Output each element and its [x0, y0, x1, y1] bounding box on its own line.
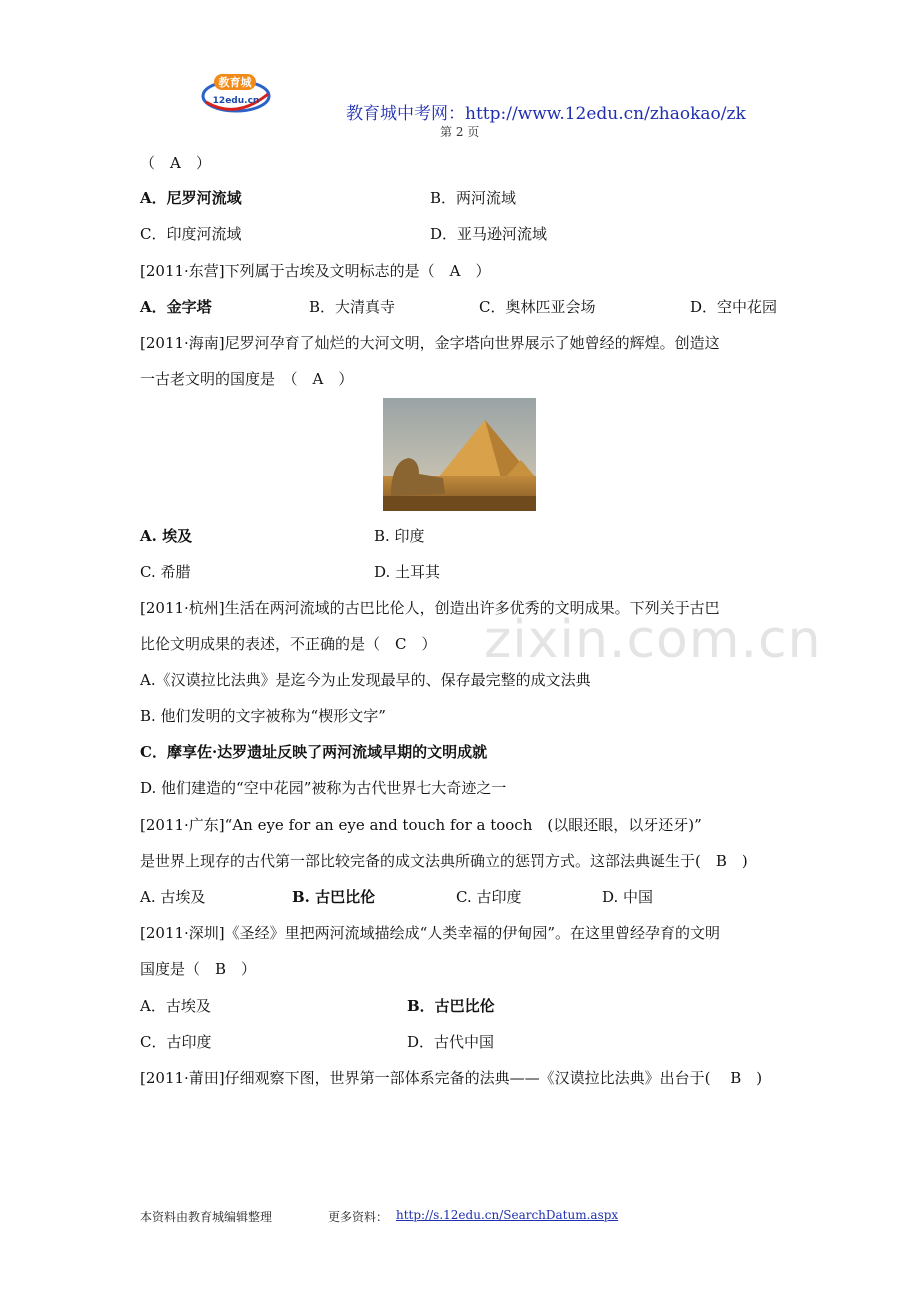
q3-stem-line2: 一古老文明的国度是 （ A ） — [140, 370, 354, 388]
q6-option-b: B．古巴比伦 — [407, 997, 495, 1015]
q3-stem-line1: [2011·海南]尼罗河孕育了灿烂的大河文明，金字塔向世界展示了她曾经的辉煌。创造这 — [140, 334, 720, 352]
q3-option-a: A. 埃及 — [140, 527, 193, 545]
q5-option-a: A. 古埃及 — [140, 888, 206, 906]
q6-option-a: A．古埃及 — [140, 997, 211, 1015]
q5-option-c: C. 古印度 — [456, 888, 522, 906]
q6-stem-line2: 国度是（ B ） — [140, 960, 257, 978]
logo-text-top: 教育城 — [218, 76, 252, 89]
q4-stem-line2: 比伦文明成果的表述，不正确的是（ C ） — [140, 635, 437, 653]
q5-option-b: B. 古巴比伦 — [292, 888, 376, 906]
footer-more-label: 更多资料： — [328, 1210, 389, 1224]
q4-option-c: C．摩享佐·达罗遗址反映了两河流域早期的文明成就 — [140, 743, 488, 761]
q1-option-a: A．尼罗河流域 — [140, 189, 242, 207]
q7-stem: [2011·莆田]仔细观察下图，世界第一部体系完备的法典——《汉谟拉比法典》出台于( B ) — [140, 1069, 763, 1087]
q1-option-b: B．两河流域 — [430, 189, 517, 207]
q5-option-d: D. 中国 — [602, 888, 654, 906]
q3-option-b: B. 印度 — [374, 527, 425, 545]
pyramid-sphinx-photo — [383, 398, 536, 511]
q4-option-a: A.《汉谟拉比法典》是迄今为止发现最早的、保存最完整的成文法典 — [140, 671, 591, 689]
q6-stem-line1: [2011·深圳]《圣经》里把两河流域描绘成“人类幸福的伊甸园”。在这里曾经孕育的文明 — [140, 924, 720, 942]
q1-option-d: D．亚马逊河流域 — [430, 225, 548, 243]
footer-more-link[interactable]: http://s.12edu.cn/SearchDatum.aspx — [396, 1208, 619, 1222]
q4-stem-line1: [2011·杭州]生活在两河流域的古巴比伦人，创造出许多优秀的文明成果。下列关于古巴 — [140, 599, 720, 617]
q6-option-d: D．古代中国 — [407, 1033, 495, 1051]
q2-option-a: A．金字塔 — [140, 298, 212, 316]
q1-option-c: C．印度河流域 — [140, 225, 242, 243]
q4-option-b: B. 他们发明的文字被称为“楔形文字” — [140, 707, 386, 725]
q2-option-c: C．奥林匹亚会场 — [479, 298, 596, 316]
footer-credit: 本资料由教育城编辑整理 — [140, 1210, 273, 1224]
q6-option-c: C．古印度 — [140, 1033, 212, 1051]
watermark: zixin.com.cn — [484, 610, 822, 670]
q5-stem-line1: [2011·广东]“An eye for an eye and touch for a tooch (以眼还眼，以牙还牙)” — [140, 816, 702, 834]
q2-stem: [2011·东营]下列属于古埃及文明标志的是（ A ） — [140, 262, 491, 280]
site-logo — [200, 72, 272, 114]
page-number: 第 2 页 — [440, 125, 480, 139]
header-site-link[interactable]: 教育城中考网：http://www.12edu.cn/zhaokao/zk — [346, 104, 746, 124]
logo-text-bottom: 12edu.cn — [212, 96, 260, 106]
q3-option-d: D. 土耳其 — [374, 563, 441, 581]
q1-answer: （ A ） — [140, 154, 211, 172]
q2-option-b: B．大清真寺 — [309, 298, 396, 316]
q4-option-d: D. 他们建造的“空中花园”被称为古代世界七大奇迹之一 — [140, 779, 507, 797]
q3-option-c: C. 希腊 — [140, 563, 191, 581]
q2-option-d: D．空中花园 — [690, 298, 778, 316]
q5-stem-line2: 是世界上现存的古代第一部比较完备的成文法典所确立的惩罚方式。这部法典诞生于( B ) — [140, 852, 748, 870]
